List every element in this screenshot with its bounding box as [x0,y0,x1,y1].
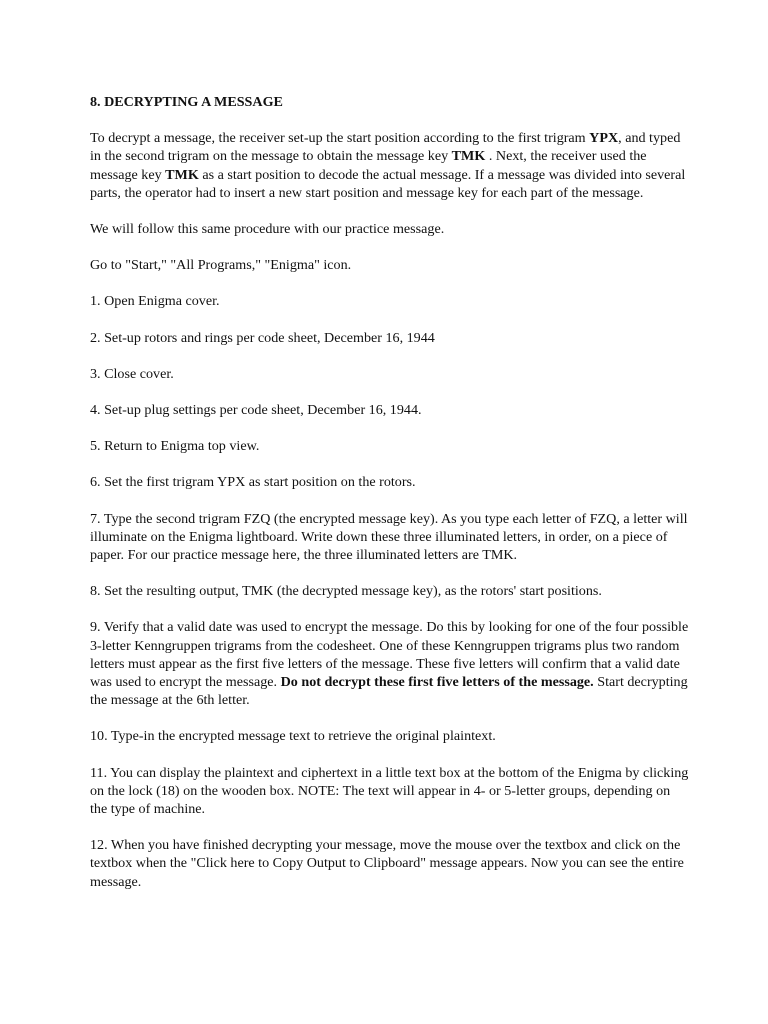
step-4: 4. Set-up plug settings per code sheet, December 16, 1944. [90,402,422,419]
trigram-ypx: YPX [589,130,619,147]
step-6: 6. Set the first trigram YPX as start position on the rotors. [90,474,416,491]
step-8: 8. Set the resulting output, TMK (the decrypted message key), as the rotors' start positions. [90,583,602,600]
follow-paragraph: We will follow this same procedure with our practice message. [90,221,445,238]
goto-paragraph: Go to "Start," "All Programs," "Enigma" icon. [90,257,352,274]
step-9-warning: Do not decrypt these first five letters of the message. [280,674,594,691]
message-key-tmk-2: TMK [165,166,199,183]
intro-text-2: , and typed in the second trigram on the message to obtain the message key [90,130,681,165]
step-5: 5. Return to Enigma top view. [90,438,260,455]
document-page [90,93,690,909]
step-9-text-2: Start decrypting the message at the 6th letter. [90,674,688,709]
step-10: 10. Type-in the encrypted message text to retrieve the original plaintext. [90,728,496,745]
step-9 [90,618,690,709]
intro-text-1: To decrypt a message, the receiver set-up the start position according to the first trigram [90,130,590,147]
step-1: 1. Open Enigma cover. [90,293,220,310]
step-11: 11. You can display the plaintext and ciphertext in a little text box at the bottom of the Enigma by clicking on the lock (18) on the wooden box. NOTE: The text will appear in 4- or 5-letter groups, depending on the type of machine. [90,764,689,818]
intro-text-4: as a start position to decode the actual message. If a message was divided into several parts, the operator had to insert a new start position and message key for each part of the message. [90,166,686,201]
step-2: 2. Set-up rotors and rings per code sheet, December 16, 1944 [90,329,435,346]
message-key-tmk: TMK [451,148,486,165]
step-7: 7. Type the second trigram FZQ (the encrypted message key). As you type each letter of FZQ, a letter will illuminate on the Enigma lightboard. Write down these three illuminated letters, in order, on a piece of paper. For our practice message here, the three illuminated letters are TMK. [90,510,688,564]
section-heading: 8. DECRYPTING A MESSAGE [90,94,283,110]
step-12: 12. When you have finished decrypting your message, move the mouse over the textbox and click on the textbox when the "Click here to Copy Output to Clipboard" message appears. Now you can see the entire message. [90,837,684,890]
step-3: 3. Close cover. [90,365,174,382]
intro-text-3: . Next, the receiver used the message key [90,148,647,183]
step-9-text-1: 9. Verify that a valid date was used to encrypt the message. Do this by looking for one of the four possible 3-letter Kenngruppen trigrams from the codesheet. One of these Kenngruppen trigrams plus two random letters must appear as the first five letters of the message. These five letters will confirm that a valid date was used to encrypt the message. [90,619,689,691]
intro-paragraph [90,129,690,202]
